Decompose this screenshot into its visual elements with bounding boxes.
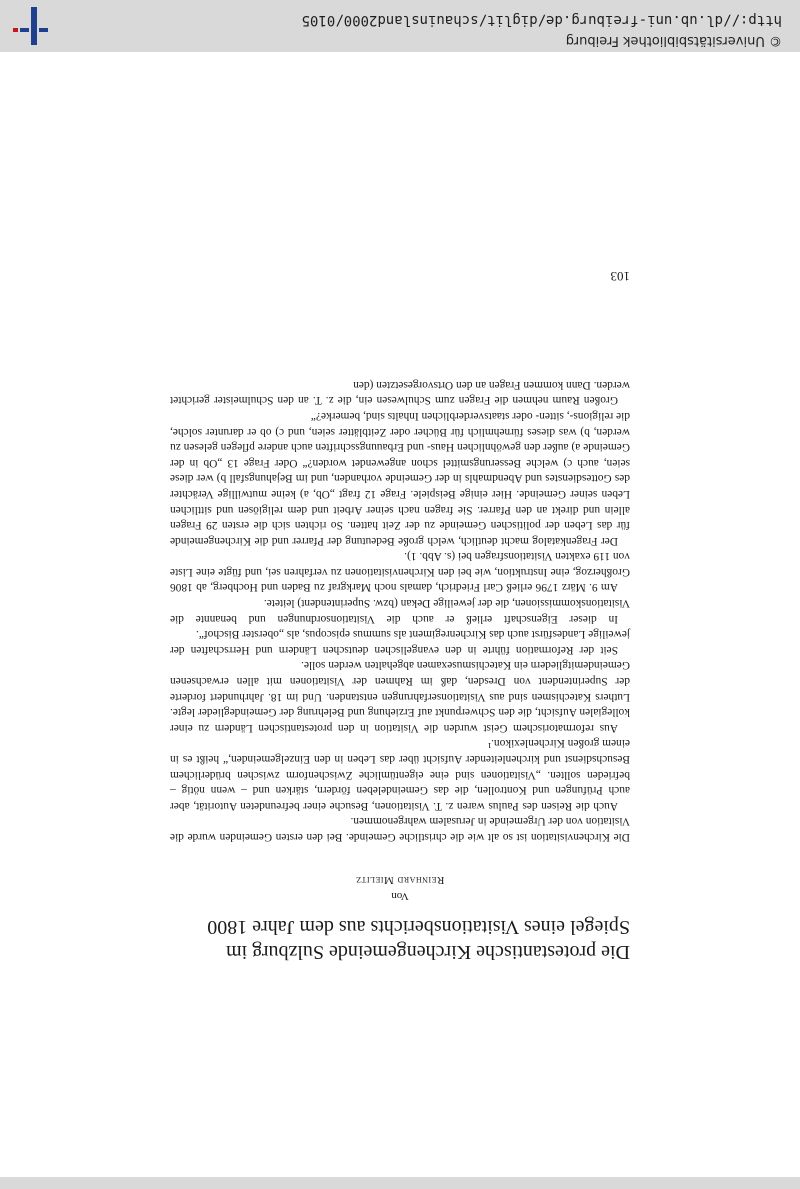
paragraph: Aus reformatorischem Geist wurden die Visitation in den protestantischen Ländern zu einer kollegialen Aufsicht, die den Schwerpunkt auf Erziehung und Belehrung der Gemeindeglieder legte. Luthers Katechismen sind aus Visitationserfahrungen entstanden. Und im 18. Jahrhundert forderte der Superintendent von Dresden, daß im Rahmen der Visitationen mit allen erwachsenen Gemeindemitgliedern ein Katechismusexamen abgehalten werden solle. <box>170 659 630 734</box>
top-border <box>0 1177 800 1189</box>
footer-bar <box>0 0 800 52</box>
page-number: 103 <box>610 269 630 284</box>
paragraph: Seit der Reformation führte in den evangelischen deutschen Ländern und Herrschaften der jeweilige Landesfürst auch das Kirchenregiment als summus episcopus, als „oberster Bischof“. <box>170 628 630 656</box>
paragraph: In dieser Eigenschaft erließ er auch die Visitationsordnungen und benannte die Visitationskommissionen, die der jeweilige Dekan (bzw. Superintendent) leitete. <box>170 597 630 625</box>
logo-arm-right <box>20 28 29 32</box>
permalink-url[interactable]: http://dl.ub.uni-freiburg.de/diglit/schauinsland2000/0105 <box>301 12 782 28</box>
paragraph: Der Fragenkatalog macht deutlich, welch große Bedeutung der Pfarrer und die Kirchengemeinde für das Leben der politischen Gemeinde zu der Zeit hatten. So richten sich die ersten 29 Fragen allein und direkt an den Pfarrer. Sie fragen nach seiner Arbeit und dem religiösen und sittlichen Leben seiner Gemeinde. Hier einige Beispiele. Frage 12 fragt „Ob, a) keine mutwillige Verächter des Gottesdienstes und Abendmahls in der Gemeinde vorhanden, und im Bejahungsfall b) wer diese seien, auch c) welche Besserungsmittel schon angewendet worden?“ Oder Frage 13 „Ob in der Gemeinde a) außer den gewöhnlichen Haus- und Erbauungsschriften auch andere pflegen gelesen zu werden, b) was dieses fürnehmlich für Bücher oder Zeitblätter seien, und c) ob er darunter solche, die religions-, sitten- oder staatsverderblichen Inhalts sind, bemerke?“ <box>170 409 630 547</box>
paragraph: Großen Raum nehmen die Fragen zum Schulwesen ein, die z. T. an den Schulmeister gerichtet werden. Dann kommen Fragen an den Ortsvorgesetzten (den <box>170 378 630 407</box>
copyright-text: © Universitätsbibliothek Freiburg <box>565 33 782 48</box>
paragraph: Auch die Reisen des Paulus waren z. T. Visitationen, Besuche einer befreundeten Autorität, aber auch Prüfungen und Kontrollen, die das Gemeindeleben fördern, stärken und – wenn nötig – befrieden sollten. „Visitationen sind eine eigentümliche Zwischenform zwischen brüderlichem Besuchsdienst und kirchenleitender Aufsicht über das Leben in den Einzelgemeinden,“ heißt es in einem großen Kirchenlexikon.¹ <box>170 737 630 812</box>
author-name: Reinhard Mielitz <box>355 874 445 886</box>
byline-von: Von <box>391 890 409 902</box>
ub-freiburg-logo-icon <box>8 7 48 47</box>
logo-tip <box>13 28 18 32</box>
article-body <box>170 376 630 844</box>
paragraph: Die Kirchenvisitation ist so alt wie die christliche Gemeinde. Bei den ersten Gemeinden wurde die Visitation von der Urgemeinde in Jerusalem wahrgenommen. <box>170 815 630 843</box>
article-title: Die protestantische Kirchengemeinde Sulzburg im Spiegel eines Visitationsberichts aus dem Jahre 1800 <box>207 916 630 963</box>
byline <box>170 872 630 904</box>
logo-stem <box>31 7 37 45</box>
paragraph: Am 9. März 1796 erließ Carl Friedrich, damals noch Markgraf zu Baden und Hochberg, ab 1806 Großherzog, eine Instruktion, wie bei den Kirchenvisitationen zu verfahren sei, und fügte eine Liste von 119 exakten Visitationsfragen bei (s. Abb. 1). <box>170 550 630 594</box>
logo-arm-left <box>39 28 48 32</box>
